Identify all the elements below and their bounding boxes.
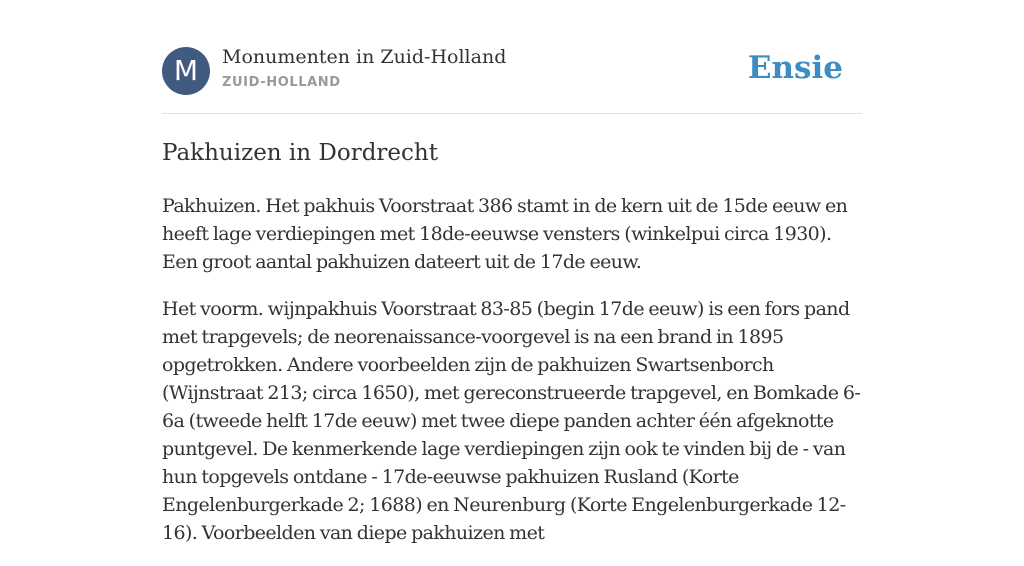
article-title: Pakhuizen in Dordrecht <box>162 140 438 166</box>
site-title[interactable]: Monumenten in Zuid-Holland <box>222 46 507 68</box>
article-paragraph: Pakhuizen. Het pakhuis Voorstraat 386 stamt in de kern uit de 15de eeuw en heeft lage verdiepingen met 18de-eeuwse vensters (winkelpui circa 1930). Een groot aantal pakhuizen dateert uit de 17de eeuw. <box>162 195 848 273</box>
site-header <box>162 46 862 96</box>
avatar[interactable]: M <box>162 47 210 95</box>
brand-logo[interactable]: Ensie <box>747 50 843 86</box>
header-divider <box>162 113 862 114</box>
article-content <box>162 136 862 566</box>
article-paragraph: Het voorm. wijnpakhuis Voorstraat 83-85 (begin 17de eeuw) is een fors pand met trapgevels; de neorenaissance-voorgevel is na een brand in 1895 opgetrokken. Andere voorbeelden zijn de pakhuizen Swartsenborch (Wijnstraat 213; circa 1650), met gereconstrueerde trapgevel, en Bomkade 6-6a (tweede helft 17de eeuw) met twee diepe panden achter één afgeknotte puntgevel. De kenmerkende lage verdiepingen zijn ook te vinden bij de - van hun topgevels ontdane - 17de-eeuwse pakhuizen Rusland (Korte Engelenburgerkade 2; 1688) en Neurenburg (Korte Engelenburgerkade 12-16). Voorbeelden van diepe pakhuizen met <box>162 298 861 544</box>
site-subtitle[interactable]: ZUID-HOLLAND <box>222 75 341 90</box>
